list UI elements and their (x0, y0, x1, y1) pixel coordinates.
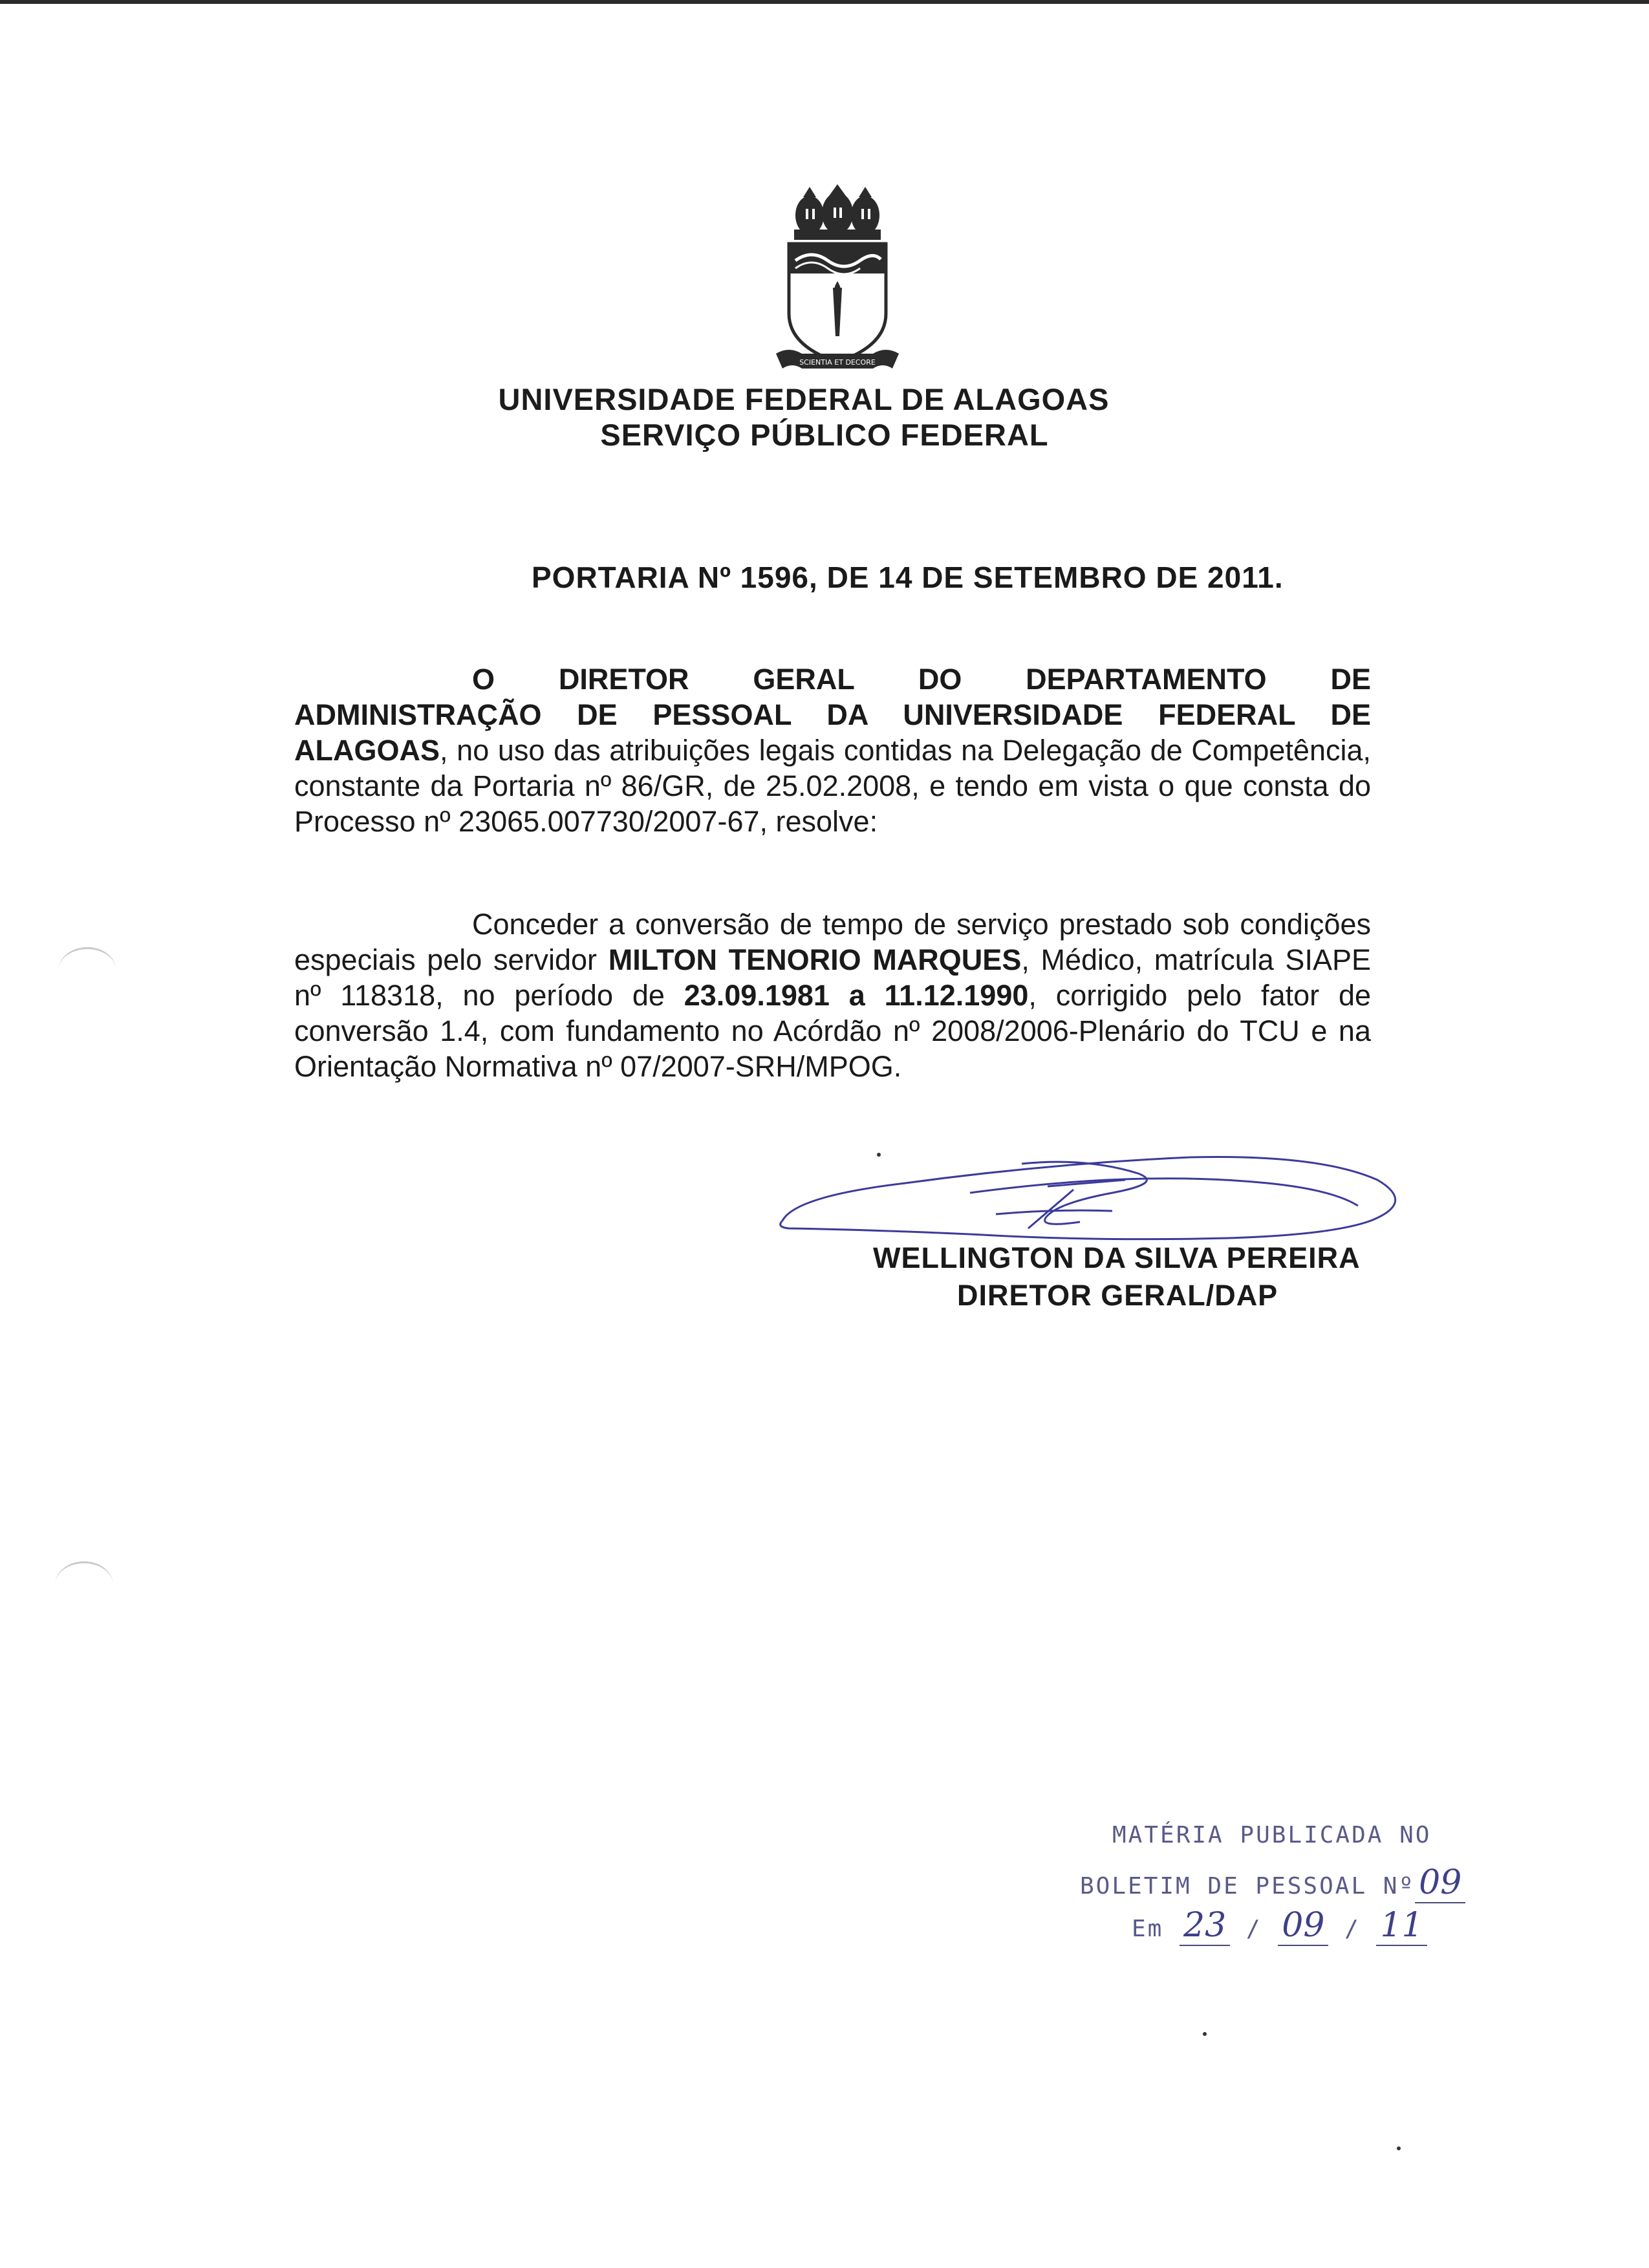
stamp-bulletin-label: BOLETIM DE PESSOAL Nº (1080, 1873, 1416, 1899)
resolution-text-2: , Médico, matrícula SIAPE nº 118318, no período de (294, 943, 1371, 1012)
portaria-title: PORTARIA Nº 1596, DE 14 DE SETEMBRO DE 2011. (532, 561, 1284, 594)
stamp-date-label: Em (1132, 1916, 1164, 1942)
service-title: SERVIÇO PÚBLICO FEDERAL (600, 418, 1049, 452)
stamp-line-3: Em 23 / 09 / 11 (1132, 1906, 1427, 1945)
signatory-name: WELLINGTON DA SILVA PEREIRA (873, 1241, 1361, 1274)
stamp-line-2 (1080, 1863, 1465, 1902)
preamble-paragraph (294, 661, 1371, 839)
stamp-year: 11 (1376, 1906, 1427, 1946)
institution-title: UNIVERSIDADE FEDERAL DE ALAGOAS (498, 382, 1110, 416)
signatory-role: DIRETOR GERAL/DAP (957, 1279, 1278, 1312)
scan-top-edge (0, 0, 1649, 4)
preamble-rest: , no uso das atribuições legais contidas na Delegação de Competência, constante da Portaria nº 86/GR, de 25.02.2008, e tendo em vista o que consta do Processo nº 23065.007730/2007-67, resolve: (294, 734, 1371, 838)
preamble-line-2: ADMINISTRAÇÃO DE PESSOAL DA UNIVERSIDADE FEDERAL DE (294, 698, 1371, 731)
resolution-text-3: , corrigido pelo fator de conversão 1.4, com fundamento no Acórdão nº 2008/2006-Plenário do TCU e na Orientação Normativa nº 07/2007-SRH/MPOG. (294, 979, 1371, 1083)
stamp-month: 09 (1278, 1906, 1328, 1946)
speck (1397, 2146, 1401, 2150)
university-crest-logo (776, 184, 899, 381)
service-period: 23.09.1981 a 11.12.1990 (684, 979, 1029, 1012)
speck (877, 1153, 881, 1157)
preamble-line-1: O DIRETOR GERAL DO DEPARTAMENTO DE (472, 663, 1371, 696)
stamp-line-1: MATÉRIA PUBLICADA NO (1112, 1822, 1432, 1848)
stamp-bulletin-number: 09 (1415, 1863, 1465, 1903)
resolution-text-1: Conceder a conversão de tempo de serviço prestado sob condições especiais pelo servidor (294, 908, 1371, 976)
stamp-day: 23 (1180, 1906, 1230, 1946)
resolution-paragraph (294, 906, 1371, 1084)
server-name: MILTON TENORIO MARQUES (608, 943, 1022, 976)
punch-hole-mark (58, 947, 116, 994)
punch-hole-mark (55, 1561, 113, 1609)
preamble-bold-end: ALAGOAS (294, 734, 440, 767)
speck (1203, 2032, 1207, 2036)
crest-motto: SCIENTIA ET DECORE (799, 358, 876, 367)
